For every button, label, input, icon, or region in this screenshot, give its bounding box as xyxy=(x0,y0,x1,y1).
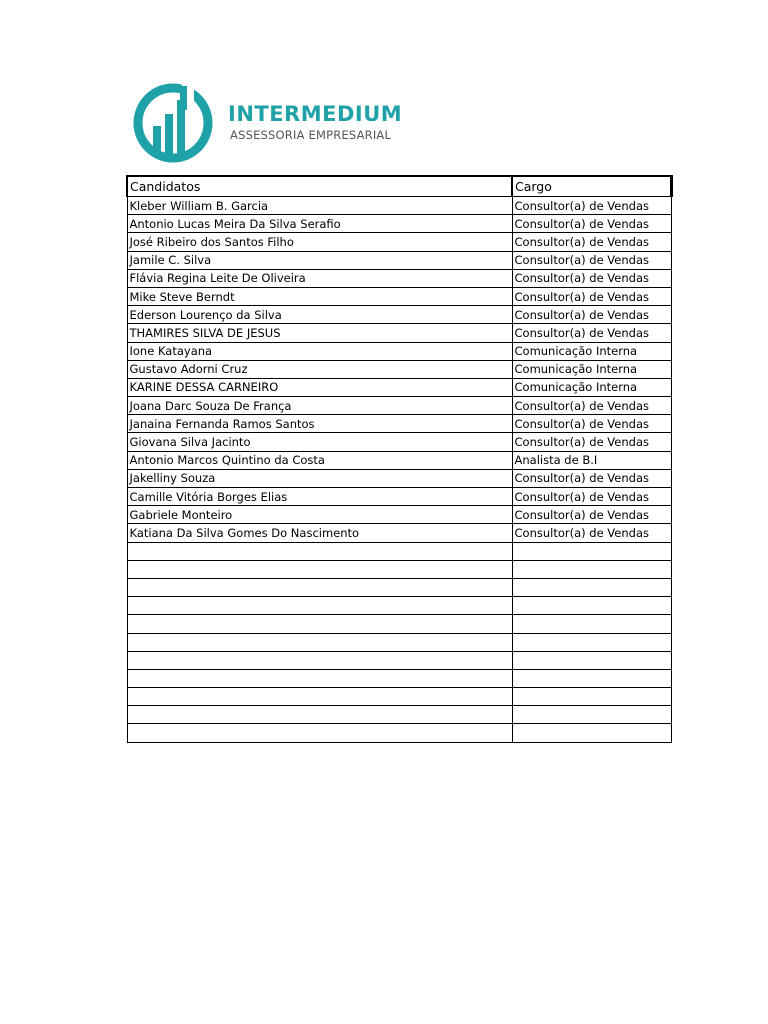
cargo-cell: Consultor(a) de Vendas xyxy=(512,233,671,251)
cargo-cell xyxy=(512,597,671,615)
table-row xyxy=(127,688,671,706)
table-row xyxy=(127,524,671,542)
table-row xyxy=(127,506,671,524)
table-row xyxy=(127,360,671,378)
table-row xyxy=(127,378,671,396)
cargo-cell: Consultor(a) de Vendas xyxy=(512,251,671,269)
table-row xyxy=(127,724,671,742)
table-row xyxy=(127,597,671,615)
table-row xyxy=(127,197,671,215)
candidate-name-cell xyxy=(127,578,512,596)
table-row xyxy=(127,615,671,633)
candidate-name-cell xyxy=(127,615,512,633)
table-row xyxy=(127,669,671,687)
table-row xyxy=(127,306,671,324)
table-row xyxy=(127,287,671,305)
cargo-cell: Consultor(a) de Vendas xyxy=(512,287,671,305)
table-row xyxy=(127,651,671,669)
candidate-name-cell xyxy=(127,724,512,742)
cargo-cell: Comunicação Interna xyxy=(512,342,671,360)
table-body xyxy=(127,197,671,743)
candidate-name-cell: Ione Katayana xyxy=(127,342,512,360)
cargo-cell: Consultor(a) de Vendas xyxy=(512,469,671,487)
table-row xyxy=(127,542,671,560)
candidate-name-cell: KARINE DESSA CARNEIRO xyxy=(127,378,512,396)
header-cargo: Cargo xyxy=(512,176,671,197)
cargo-cell: Consultor(a) de Vendas xyxy=(512,215,671,233)
candidate-name-cell: Jamile C. Silva xyxy=(127,251,512,269)
candidate-name-cell xyxy=(127,651,512,669)
logo-chart-icon xyxy=(132,82,214,164)
candidate-name-cell xyxy=(127,542,512,560)
candidate-name-cell xyxy=(127,688,512,706)
cargo-cell xyxy=(512,560,671,578)
company-logo xyxy=(132,82,412,166)
cargo-cell xyxy=(512,724,671,742)
cargo-cell: Analista de B.I xyxy=(512,451,671,469)
brand-tagline: ASSESSORIA EMPRESARIAL xyxy=(230,128,392,142)
table-header-row xyxy=(127,176,671,197)
cargo-cell: Consultor(a) de Vendas xyxy=(512,524,671,542)
table-row xyxy=(127,397,671,415)
candidates-table xyxy=(126,175,673,743)
cargo-cell xyxy=(512,578,671,596)
cargo-cell xyxy=(512,651,671,669)
table-row xyxy=(127,324,671,342)
table-row xyxy=(127,251,671,269)
cargo-cell xyxy=(512,542,671,560)
candidate-name-cell: José Ribeiro dos Santos Filho xyxy=(127,233,512,251)
candidate-name-cell: Flávia Regina Leite De Oliveira xyxy=(127,269,512,287)
cargo-cell: Consultor(a) de Vendas xyxy=(512,506,671,524)
table-row xyxy=(127,578,671,596)
cargo-cell: Consultor(a) de Vendas xyxy=(512,397,671,415)
table-row xyxy=(127,433,671,451)
candidate-name-cell xyxy=(127,560,512,578)
cargo-cell: Consultor(a) de Vendas xyxy=(512,197,671,215)
candidate-name-cell: Kleber William B. Garcia xyxy=(127,197,512,215)
cargo-cell xyxy=(512,688,671,706)
cargo-cell: Consultor(a) de Vendas xyxy=(512,433,671,451)
candidate-name-cell: Antonio Marcos Quintino da Costa xyxy=(127,451,512,469)
table-row xyxy=(127,215,671,233)
cargo-cell xyxy=(512,633,671,651)
candidate-name-cell: THAMIRES SILVA DE JESUS xyxy=(127,324,512,342)
candidate-name-cell: Katiana Da Silva Gomes Do Nascimento xyxy=(127,524,512,542)
candidate-name-cell: Janaina Fernanda Ramos Santos xyxy=(127,415,512,433)
table-row xyxy=(127,415,671,433)
table-row xyxy=(127,633,671,651)
candidate-name-cell: Antonio Lucas Meira Da Silva Serafio xyxy=(127,215,512,233)
candidate-name-cell xyxy=(127,597,512,615)
candidate-name-cell: Giovana Silva Jacinto xyxy=(127,433,512,451)
table-row xyxy=(127,706,671,724)
cargo-cell: Consultor(a) de Vendas xyxy=(512,488,671,506)
candidate-name-cell: Ederson Lourenço da Silva xyxy=(127,306,512,324)
cargo-cell: Comunicação Interna xyxy=(512,378,671,396)
candidate-name-cell xyxy=(127,669,512,687)
brand-name: INTERMEDIUM xyxy=(228,102,403,126)
cargo-cell: Consultor(a) de Vendas xyxy=(512,306,671,324)
cargo-cell xyxy=(512,706,671,724)
cargo-cell xyxy=(512,615,671,633)
candidate-name-cell: Jakelliny Souza xyxy=(127,469,512,487)
table-row xyxy=(127,342,671,360)
cargo-cell: Consultor(a) de Vendas xyxy=(512,269,671,287)
candidate-name-cell: Camille Vitória Borges Elias xyxy=(127,488,512,506)
cargo-cell: Comunicação Interna xyxy=(512,360,671,378)
table-row xyxy=(127,451,671,469)
candidate-name-cell: Mike Steve Berndt xyxy=(127,287,512,305)
table-row xyxy=(127,269,671,287)
header-candidatos: Candidatos xyxy=(127,176,512,197)
cargo-cell xyxy=(512,669,671,687)
candidate-name-cell xyxy=(127,706,512,724)
cargo-cell: Consultor(a) de Vendas xyxy=(512,324,671,342)
table-row xyxy=(127,469,671,487)
candidate-name-cell: Gustavo Adorni Cruz xyxy=(127,360,512,378)
cargo-cell: Consultor(a) de Vendas xyxy=(512,415,671,433)
candidate-name-cell xyxy=(127,633,512,651)
table-row xyxy=(127,488,671,506)
candidate-name-cell: Gabriele Monteiro xyxy=(127,506,512,524)
table-row xyxy=(127,560,671,578)
table-row xyxy=(127,233,671,251)
candidate-name-cell: Joana Darc Souza De França xyxy=(127,397,512,415)
